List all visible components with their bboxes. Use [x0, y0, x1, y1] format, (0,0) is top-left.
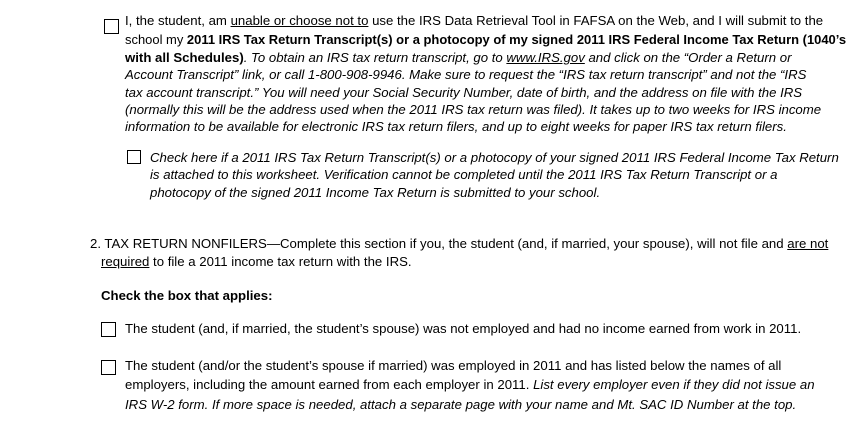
section2-line1: 2. TAX RETURN NONFILERS—Complete this section if you, the student (and, if married, your spouse), will not file and are not	[90, 236, 829, 251]
p1-line3: with all Schedules). To obtain an IRS tax return transcript, go to www.IRS.gov and click on the “Order a Return or	[125, 50, 792, 65]
option2-line2: employers, including the amount earned from each employer in 2011. List every employer even if they did not issue an	[125, 377, 815, 392]
option1-text: The student (and, if married, the student’s spouse) was not employed and had no income earned from work in 2011.	[125, 321, 802, 336]
check-box-heading: Check the box that applies:	[101, 288, 273, 303]
attach-line1: Check here if a 2011 IRS Tax Return Transcript(s) or a photocopy of your signed 2011 IRS Federal Income Tax Return	[150, 150, 839, 165]
not-employed-checkbox[interactable]	[101, 322, 116, 337]
section2-line2: required to file a 2011 income tax return with the IRS.	[101, 254, 412, 269]
p1-line7: information to be available for electronic IRS tax return filers, and up to eight weeks for paper IRS tax return filers.	[125, 119, 787, 134]
p1-line6: (normally this will be the address used when the 2011 IRS tax return was filed). It takes up to two weeks for IRS income	[125, 102, 822, 117]
unable-irs-drt-checkbox[interactable]	[104, 19, 119, 34]
attach-line2: is attached to this worksheet. Verification cannot be completed until the 2011 IRS Tax Return Transcript or a	[150, 167, 778, 182]
p1-line4: Account Transcript” link, or call 1-800-908-9946. Make sure to request the “IRS tax return transcript” and not the “IRS	[125, 67, 807, 82]
p1-line5: tax account transcript.” You will need your Social Security Number, date of birth, and the address on file with the IRS	[125, 85, 803, 100]
p1-line1: I, the student, am unable or choose not to use the IRS Data Retrieval Tool in FAFSA on the Web, and I will submit to the	[125, 13, 824, 28]
irs-gov-link[interactable]: www.IRS.gov	[506, 50, 585, 65]
p1-line2: school my 2011 IRS Tax Return Transcript(s) or a photocopy of my signed 2011 IRS Federal Income Tax Return (1040’s	[125, 32, 847, 47]
transcript-attached-checkbox[interactable]	[127, 150, 141, 164]
employed-checkbox[interactable]	[101, 360, 116, 375]
option2-line1: The student (and/or the student’s spouse if married) was employed in 2011 and has listed below the names of all	[125, 358, 782, 373]
attach-line3: photocopy of the signed 2011 Income Tax Return is submitted to your school.	[150, 185, 601, 200]
option2-line3: IRS W-2 form. If more space is needed, attach a separate page with your name and Mt. SAC ID Number at the top.	[125, 397, 797, 412]
